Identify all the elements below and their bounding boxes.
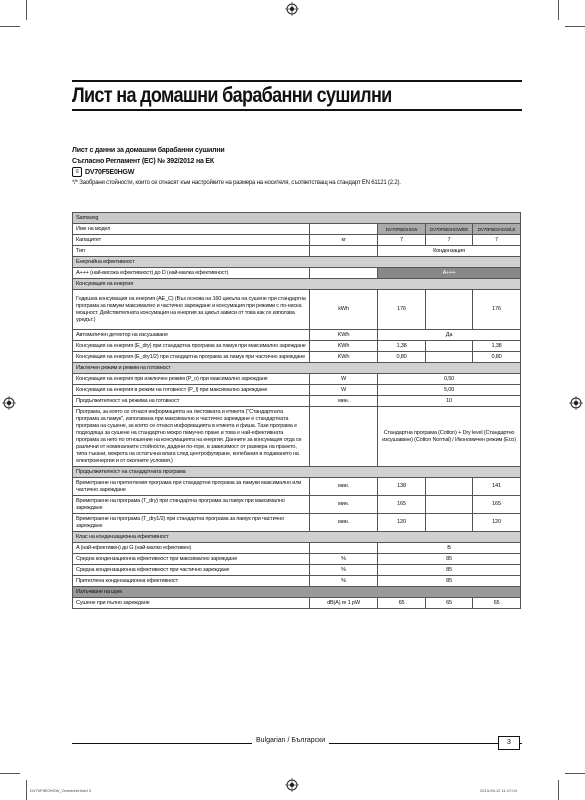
model-row xyxy=(73,224,521,235)
row-value-merged: 10 xyxy=(378,396,521,407)
row-value: 65 xyxy=(473,598,521,609)
row-value: DV70F5E0HGW/LE xyxy=(473,224,521,235)
table-row xyxy=(73,341,521,352)
row-value-merged: Стандартна програма (Cotton) + Dry level (Стандартно изсушаване) (Cotton Normal) / Икономичен режим (Eco) xyxy=(378,407,521,467)
manufacturer-cell: Samsung xyxy=(73,213,521,224)
crop-mark xyxy=(558,780,559,800)
registration-mark-top xyxy=(285,2,299,16)
section-label: Консумация на енергия xyxy=(73,279,521,290)
row-label: Консумация на енергия при изключен режим (P_o) при максимално зареждане xyxy=(73,374,310,385)
row-value-merged: 85 xyxy=(378,565,521,576)
row-unit: мин. xyxy=(310,396,378,407)
row-unit: мин. xyxy=(310,496,378,514)
section-row xyxy=(73,257,521,268)
crop-mark xyxy=(26,0,27,20)
row-value-merged: A+++ xyxy=(378,268,521,279)
row-value: 7 xyxy=(473,235,521,246)
manufacturer-row xyxy=(73,213,521,224)
row-unit: мин. xyxy=(310,514,378,532)
row-value: 165 xyxy=(473,496,521,514)
crop-mark xyxy=(0,26,20,27)
footer-language: Bulgarian / Български xyxy=(252,737,329,744)
table-row xyxy=(73,496,521,514)
table-row xyxy=(73,246,521,257)
row-value xyxy=(426,496,473,514)
section-row xyxy=(73,363,521,374)
section-label: Енергийна ефективност xyxy=(73,257,521,268)
row-label: Консумация на енергия (E_dry1/2) при стандартна програма за памук при частично зареждане xyxy=(73,352,310,363)
row-value-merged: 5,00 xyxy=(378,385,521,396)
row-value: 165 xyxy=(378,496,426,514)
section-row xyxy=(73,279,521,290)
table-row xyxy=(73,235,521,246)
row-label: Продължителност на режима на готовност xyxy=(73,396,310,407)
row-value: 65 xyxy=(378,598,426,609)
row-unit: % xyxy=(310,576,378,587)
intro-line-1: Лист с данни за домашни барабанни сушилни xyxy=(72,147,225,154)
row-value: 138 xyxy=(378,478,426,496)
row-value: 176 xyxy=(378,290,426,330)
row-unit: dB(A) re 1 pW xyxy=(310,598,378,609)
row-label: Консумация на енергия (E_dry) при стандартна програма за памук при максимално зареждане xyxy=(73,341,310,352)
row-unit: % xyxy=(310,554,378,565)
row-label: Средна кондензационна ефективност при частично зареждане xyxy=(73,565,310,576)
row-value xyxy=(426,290,473,330)
row-unit: KWh xyxy=(310,352,378,363)
table-row xyxy=(73,396,521,407)
print-slug-left: DV70F5E0HGW_Onesheet.indd 3 xyxy=(30,788,91,793)
row-label: Времетраене на програма (T_dry) при стандартна програма за памук при максимално зареждане xyxy=(73,496,310,514)
table-row xyxy=(73,554,521,565)
table-row xyxy=(73,514,521,532)
row-unit: мин. xyxy=(310,478,378,496)
row-unit xyxy=(310,224,378,235)
row-unit: KWh xyxy=(310,341,378,352)
registration-mark-bottom xyxy=(285,778,299,792)
row-unit: W xyxy=(310,374,378,385)
row-value: 1,38 xyxy=(473,341,521,352)
row-unit xyxy=(310,268,378,279)
section-row xyxy=(73,587,521,598)
row-value xyxy=(426,341,473,352)
intro-code-line xyxy=(72,167,401,178)
row-unit: W xyxy=(310,385,378,396)
row-value: 65 xyxy=(426,598,473,609)
row-value-merged: 85 xyxy=(378,554,521,565)
row-value xyxy=(426,478,473,496)
row-value-merged: 85 xyxy=(378,576,521,587)
table-row xyxy=(73,565,521,576)
page-number: 3 xyxy=(498,736,520,750)
title-rule-top xyxy=(72,80,522,82)
document-icon: ≡ xyxy=(72,167,82,177)
section-row xyxy=(73,467,521,478)
intro-block xyxy=(72,145,401,189)
row-label: Автоматичен детектор на изсушаване xyxy=(73,330,310,341)
row-label: Капацитет xyxy=(73,235,310,246)
crop-mark xyxy=(0,773,20,774)
row-label: Тип xyxy=(73,246,310,257)
table-row xyxy=(73,407,521,467)
row-label: A+++ (най-висока ефективност) до D (най-малка ефективност) xyxy=(73,268,310,279)
row-value: 1,38 xyxy=(378,341,426,352)
row-label: Име на модел xyxy=(73,224,310,235)
row-unit: kWh xyxy=(310,290,378,330)
crop-mark xyxy=(565,773,585,774)
print-slug-right: 2013-09-12 11:17:04 xyxy=(480,788,517,793)
table-row xyxy=(73,290,521,330)
table-row xyxy=(73,598,521,609)
row-value: 7 xyxy=(426,235,473,246)
row-value-merged: 0,50 xyxy=(378,374,521,385)
row-value-merged: Да xyxy=(378,330,521,341)
page-title: Лист на домашни барабанни сушилни xyxy=(72,84,392,107)
table-row xyxy=(73,330,521,341)
table-row xyxy=(73,385,521,396)
row-value-merged: B xyxy=(378,543,521,554)
section-row xyxy=(73,532,521,543)
table-row xyxy=(73,543,521,554)
row-unit xyxy=(310,407,378,467)
row-label: Времетраене на програма (T_dry1/2) при стандартна програма за памук при частично зареждане xyxy=(73,514,310,532)
row-value: 0,80 xyxy=(378,352,426,363)
row-label: Претеглена кондензационна ефективност xyxy=(73,576,310,587)
section-label: Клас на кондензационна ефективност xyxy=(73,532,521,543)
row-label: Средна кондензационна ефективност при максимално зареждане xyxy=(73,554,310,565)
table-row xyxy=(73,576,521,587)
crop-mark xyxy=(558,0,559,20)
model-code: DV70F5E0HGW xyxy=(85,169,135,176)
row-label: Времетраене на претегления програма при стандартни програма за памуки максимално или частично зареждане xyxy=(73,478,310,496)
row-value xyxy=(426,514,473,532)
intro-note: */* Заобрани стойности, които се отнасят към настройките на размера на носителя, съответстващ на стандарт EN 61121 (2.2). xyxy=(72,180,401,186)
registration-mark-right xyxy=(569,396,583,410)
row-unit xyxy=(310,246,378,257)
row-label: Консумация на енергия в режим на готовност (P_l) при максимално зареждане xyxy=(73,385,310,396)
row-unit xyxy=(310,543,378,554)
section-label: Излъчване на шум xyxy=(73,587,521,598)
row-value: 0,80 xyxy=(473,352,521,363)
row-value: 120 xyxy=(473,514,521,532)
row-label: Програмa, за която се отнася информацията на листовката и етикета ("Стандартната програма за памук", използвана при максимално и частично зареждане е стандартната програма на сушене, за която се отнася информацията в етикета и фиша. Тази програма е подходяща за сушене на стандартно мокро памучно пране и това е най-ефективната програма за него по отношение на консумацията на енергия. Данните за консумация отда се различни от номиналните стойности, дадени по-горе, в зависимост от размера на прането, типа тъкани, мокрота на остатъчна влага след центрофугиране, колебания в подаването на електроенергия и от околните условия.) xyxy=(73,407,310,467)
row-value: DV70F5E0HGW xyxy=(378,224,426,235)
spec-table xyxy=(72,212,521,609)
row-value xyxy=(426,352,473,363)
table-row xyxy=(73,268,521,279)
row-unit: кг xyxy=(310,235,378,246)
row-unit: % xyxy=(310,565,378,576)
row-value-merged: Кондензация xyxy=(378,246,521,257)
row-value: DV70F5E0HGW/EE xyxy=(426,224,473,235)
section-label: Изключен режим и режим на готовност xyxy=(73,363,521,374)
title-rule-bottom xyxy=(72,109,522,111)
row-value: 141 xyxy=(473,478,521,496)
row-label: Годишна консумация на енергия (AE_C) (Въз основа на 160 цикъла на сушене при стандартна програма за памуки максимално и частично зареждане и консумация при режими с по-ниска мощност. Действителната консумация на енергия за цикъл зависи от това как се използва уредът.) xyxy=(73,290,310,330)
crop-mark xyxy=(26,780,27,800)
row-unit: KWh xyxy=(310,330,378,341)
registration-mark-left xyxy=(2,396,16,410)
table-row xyxy=(73,478,521,496)
table-row xyxy=(73,374,521,385)
row-label: A (най-ефективен) до G (най-малко ефективен) xyxy=(73,543,310,554)
intro-line-2: Съгласно Регламент (ЕС) № 392/2012 на ЕК xyxy=(72,158,214,165)
table-row xyxy=(73,352,521,363)
row-value: 176 xyxy=(473,290,521,330)
row-value: 7 xyxy=(378,235,426,246)
row-label: Сушене при пълно зареждане xyxy=(73,598,310,609)
crop-mark xyxy=(565,26,585,27)
section-label: Продължителност на стандартната програма xyxy=(73,467,521,478)
row-value: 120 xyxy=(378,514,426,532)
